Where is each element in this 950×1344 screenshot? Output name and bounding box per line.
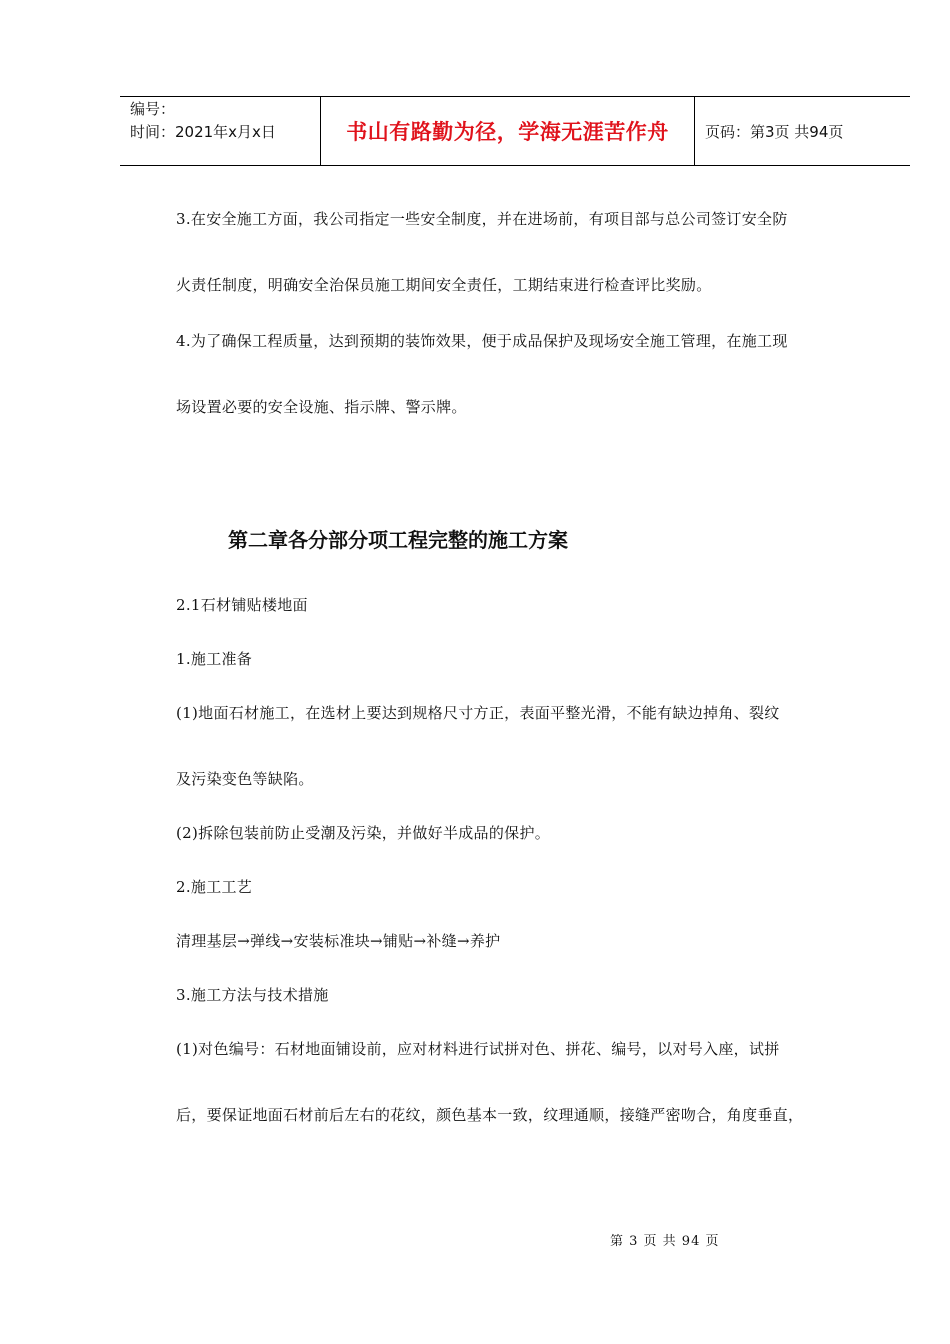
paragraph-line: (1)对色编号：石材地面铺设前，应对材料进行试拼对色、拼花、编号，以对号入座，试拼 — [176, 1040, 780, 1058]
paragraph-line: 3.在安全施工方面，我公司指定一些安全制度，并在进场前，有项目部与总公司签订安全防 — [176, 210, 788, 228]
process-flow-line: 清理基层→弹线→安装标准块→铺贴→补缝→养护 — [176, 932, 501, 950]
header-meta-cell — [120, 97, 321, 165]
header-motto-cell — [321, 97, 695, 165]
page-info-text: 页码：第3页 共94页 — [705, 122, 844, 141]
subsection-heading: 1.施工准备 — [176, 650, 253, 668]
section-heading: 2.1石材铺贴楼地面 — [176, 596, 308, 614]
paragraph-line: 场设置必要的安全设施、指示牌、警示牌。 — [176, 398, 467, 416]
time-label: 时间：2021年x月x日 — [130, 123, 276, 141]
header-table — [120, 96, 910, 166]
paragraph-line: 火责任制度，明确安全治保员施工期间安全责任，工期结束进行检查评比奖励。 — [176, 276, 712, 294]
serial-number-label: 编号： — [130, 100, 176, 118]
paragraph-line: 及污染变色等缺陷。 — [176, 770, 314, 788]
paragraph-line: (1)地面石材施工，在选材上要达到规格尺寸方正，表面平整光滑，不能有缺边掉角、裂纹 — [176, 704, 780, 722]
paragraph-line: 后，要保证地面石材前后左右的花纹，颜色基本一致，纹理通顺，接缝严密吻合，角度垂直， — [176, 1106, 804, 1124]
footer-page-number: 第 3 页 共 94 页 — [610, 1234, 720, 1249]
subsection-heading: 2.施工工艺 — [176, 878, 253, 896]
paragraph-line: 4.为了确保工程质量，达到预期的装饰效果，便于成品保护及现场安全施工管理，在施工现 — [176, 332, 788, 350]
subsection-heading: 3.施工方法与技术措施 — [176, 986, 329, 1004]
motto-text: 书山有路勤为径，学海无涯苦作舟 — [346, 120, 669, 144]
paragraph-line: (2)拆除包装前防止受潮及污染，并做好半成品的保护。 — [176, 824, 551, 842]
header-page-cell — [695, 97, 910, 165]
chapter-title: 第二章各分部分项工程完整的施工方案 — [228, 528, 568, 552]
